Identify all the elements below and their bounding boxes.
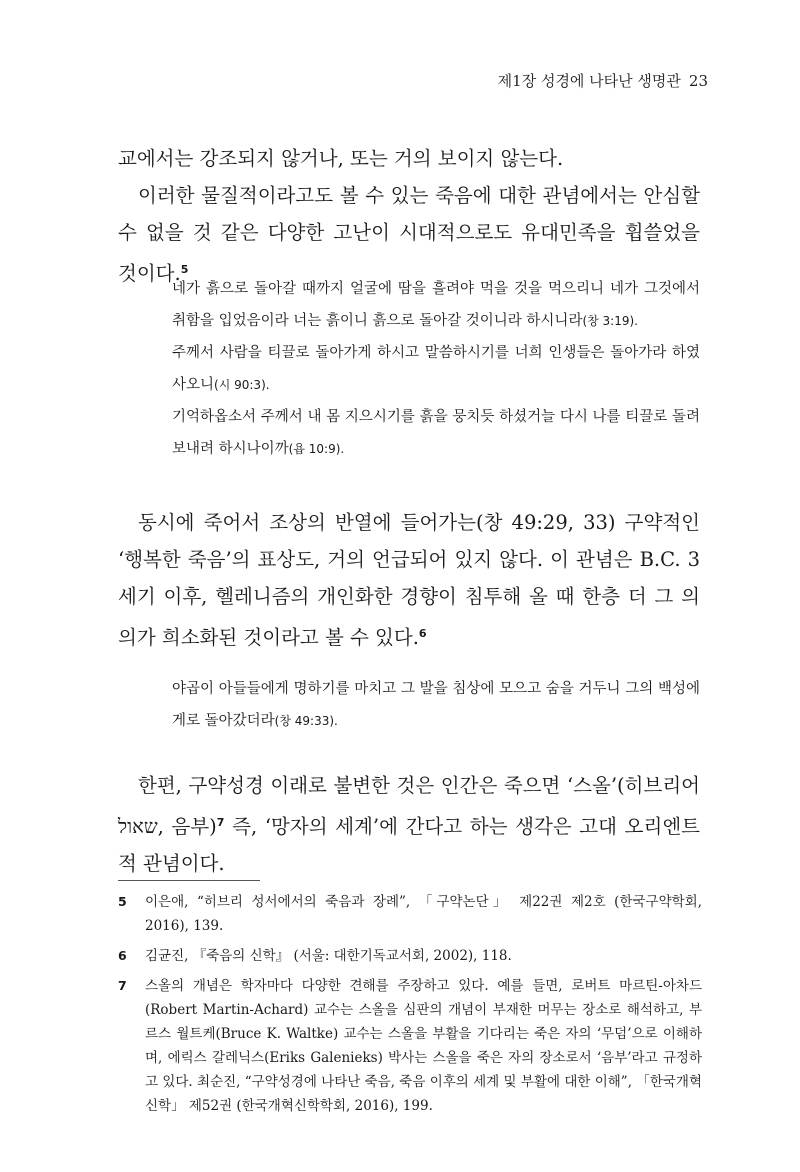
paragraph-1: 교에서는 강조되지 않거나, 또는 거의 보이지 않는다.	[118, 147, 564, 170]
body-section-2	[118, 504, 700, 656]
quote-citation: (시 90:3).	[214, 378, 270, 392]
quote-citation: (창 3:19).	[582, 314, 638, 328]
footnote-number: 6	[118, 948, 127, 963]
footnote-ref-5: 5	[180, 263, 189, 276]
chapter-title: 제1장 성경에 나타난 생명관	[497, 72, 681, 90]
footnote-number: 7	[118, 978, 127, 993]
quote-genesis-49-33: 야곱이 아들들에게 명하기를 마치고 그 발을 침상에 모으고 숨을 거두니 그의 백성에게로 돌아갔더라(창 49:33).	[172, 681, 700, 729]
scripture-quote-block-2	[172, 673, 700, 737]
paragraph-3-text: 동시에 죽어서 조상의 반열에 들어가는(창 49:29, 33) 구약적인 ‘행복한 죽음’의 표상도, 거의 언급되어 있지 않다. 이 관념은 B.C. 3세기 이후, 헬레니즘의 개인화한 경향이 침투해 올 때 한층 더 그 의의가 희소화된 것이라고 볼 수 있다.	[118, 511, 700, 649]
footnote-7	[118, 974, 702, 1118]
footnote-5	[118, 890, 702, 938]
page-number: 23	[688, 72, 708, 90]
footnote-6	[118, 944, 702, 968]
paragraph-3	[118, 504, 700, 656]
paragraph-2-text: 이러한 물질적이라고도 볼 수 있는 죽음에 대한 관념에서는 안심할 수 없을 것 같은 다양한 고난이 시대적으로도 유대민족을 휩쓸었을 것이다.	[118, 184, 700, 285]
quote-psalm-90-3: 주께서 사람을 티끌로 돌아가게 하시고 말씀하시기를 너희 인생들은 돌아가라 하였사오니(시 90:3).	[172, 345, 700, 393]
quote-citation: (창 49:33).	[274, 714, 338, 728]
footnote-ref-7: 7	[216, 816, 225, 829]
scripture-quote-block-1	[172, 273, 700, 465]
footnote-text: 스올의 개념은 학자마다 다양한 견해를 주장하고 있다. 예를 들면, 로버트 마르틴-아차드(Robert Martin-Achard) 교수는 스올을 심판의 개념이 부재한 머무는 장소로 해석하고, 부르스 월트케(Bruce K. Waltke) 교수는 스올을 부활을 기다리는 죽은 자의 ‘무덤’으로 이해하며, 에릭스 갈레닉스(Eriks Galenieks) 박사는 스올을 죽은 자의 장소로서 ‘음부’라고 규정하고 있다. 최순진, “구약성경에 나타난 죽음, 죽음 이후의 세계 및 부활에 대한 이해”, 「한국개혁신학」 제52권 (한국개혁신학학회, 2016), 199.	[145, 978, 702, 1114]
paragraph-4: 한편, 구약성경 이래로 불변한 것은 인간은 죽으면 ‘스올’(히브리어 שאול, 음부)$^7$ 즉, ‘망자의 세계’에 간다고 하는 생각은 고대 오리엔트적 관념이다.	[118, 774, 700, 875]
quote-job-10-9: 기억하옵소서 주께서 내 몸 지으시기를 흙을 뭉치듯 하셨거늘 다시 나를 티끌로 돌려보내려 하시나이까(욥 10:9).	[172, 409, 700, 457]
footnote-text: 김균진, 『죽음의 신학』 (서울: 대한기독교서회, 2002), 118.	[145, 948, 512, 964]
footnote-ref-6: 6	[418, 627, 427, 640]
running-header	[498, 70, 708, 91]
footnote-divider	[118, 880, 260, 881]
quote-citation: (욥 10:9).	[288, 442, 345, 456]
quote-genesis-3-19: 네가 흙으로 돌아갈 때까지 얼굴에 땀을 흘려야 먹을 것을 먹으리니 네가 그것에서 취함을 입었음이라 너는 흙이니 흙으로 돌아갈 것이니라 하시니라(창 3:19).	[172, 281, 700, 329]
footnotes	[118, 890, 702, 1124]
body-section-3	[118, 767, 700, 882]
footnote-text: 이은애, “히브리 성서에서의 죽음과 장례”, 「구약논단」 제22권 제2호 (한국구약학회, 2016), 139.	[145, 894, 702, 934]
footnote-number: 5	[118, 894, 127, 909]
body-section-1	[118, 140, 700, 292]
